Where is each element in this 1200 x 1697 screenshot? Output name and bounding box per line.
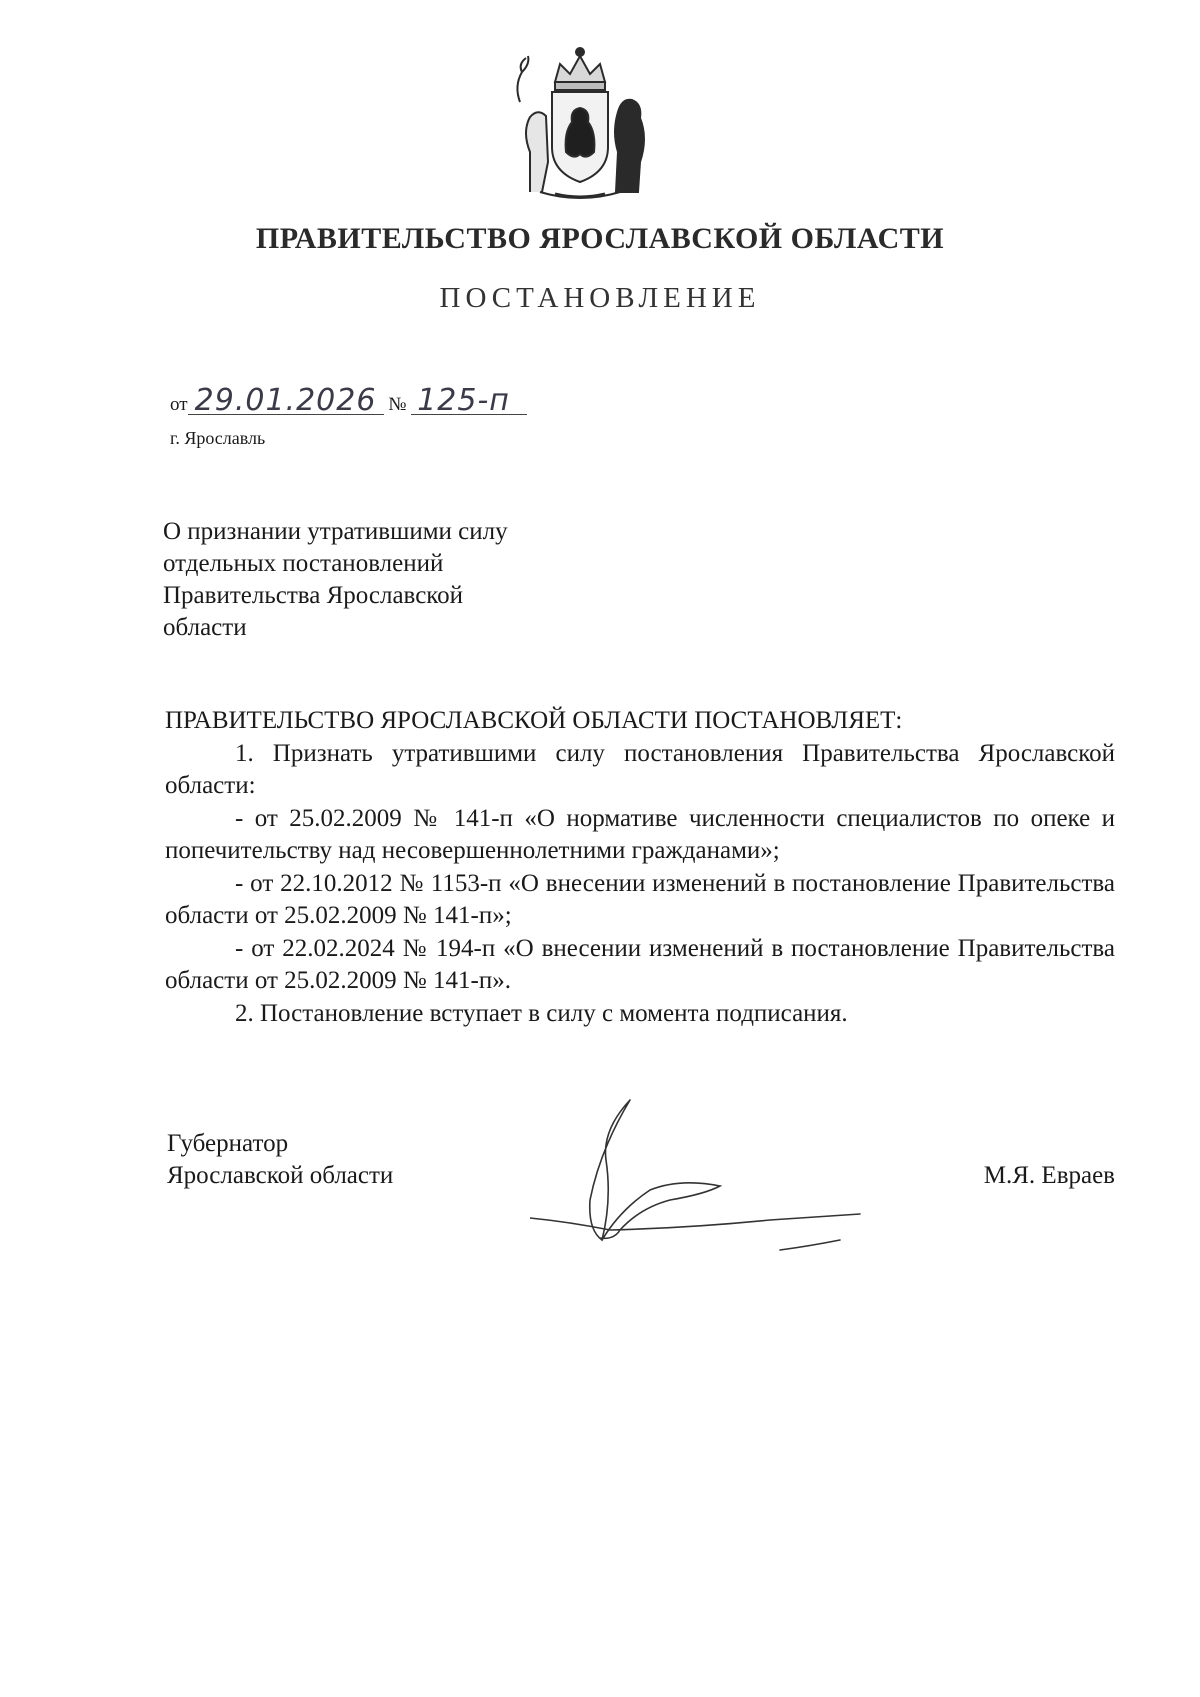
decree-statement: ПРАВИТЕЛЬСТВО ЯРОСЛАВСКОЙ ОБЛАСТИ ПОСТАНОВЛЯЕТ: bbox=[165, 707, 903, 734]
number-prefix: № bbox=[388, 394, 407, 415]
paragraph: 2. Постановление вступает в силу с момента подписания. bbox=[235, 999, 848, 1027]
coat-of-arms-emblem bbox=[500, 42, 660, 202]
subject-line: Правительства Ярославской bbox=[163, 582, 464, 609]
document-number: 125-п bbox=[411, 388, 527, 415]
document-body bbox=[165, 705, 1115, 1030]
city: г. Ярославль bbox=[170, 428, 266, 448]
position-line: Ярославской области bbox=[167, 1162, 394, 1189]
organization-title: ПРАВИТЕЛЬСТВО ЯРОСЛАВСКОЙ ОБЛАСТИ bbox=[255, 222, 945, 255]
paragraph: - от 22.10.2012 № 1153-п «О внесении изменений в постановление Правительства области от 25.02.2009 № 141-п»; bbox=[165, 869, 1115, 929]
subject-line: области bbox=[163, 614, 247, 641]
position-line: Губернатор bbox=[167, 1130, 289, 1157]
signatory-position bbox=[167, 1128, 393, 1192]
date-number-line bbox=[170, 383, 527, 418]
handwritten-signature bbox=[530, 1090, 910, 1270]
document-type: ПОСТАНОВЛЕНИЕ bbox=[439, 282, 761, 314]
paragraph: - от 25.02.2009 № 141-п «О нормативе численности специалистов по опеке и попечительству над несовершеннолетними гражданами»; bbox=[165, 804, 1115, 864]
document-subject bbox=[163, 516, 623, 644]
paragraph: 1. Признать утратившими силу постановления Правительства Ярославской области: bbox=[165, 739, 1115, 799]
document-date: 29.01.2026 bbox=[188, 388, 384, 415]
subject-line: отдельных постановлений bbox=[163, 550, 444, 577]
date-prefix: от bbox=[170, 394, 188, 415]
paragraph: - от 22.02.2024 № 194-п «О внесении изменений в постановление Правительства области от 25.02.2009 № 141-п». bbox=[165, 934, 1115, 994]
signatory-name: М.Я. Евраев bbox=[983, 1162, 1115, 1189]
subject-line: О признании утратившими силу bbox=[163, 518, 508, 545]
